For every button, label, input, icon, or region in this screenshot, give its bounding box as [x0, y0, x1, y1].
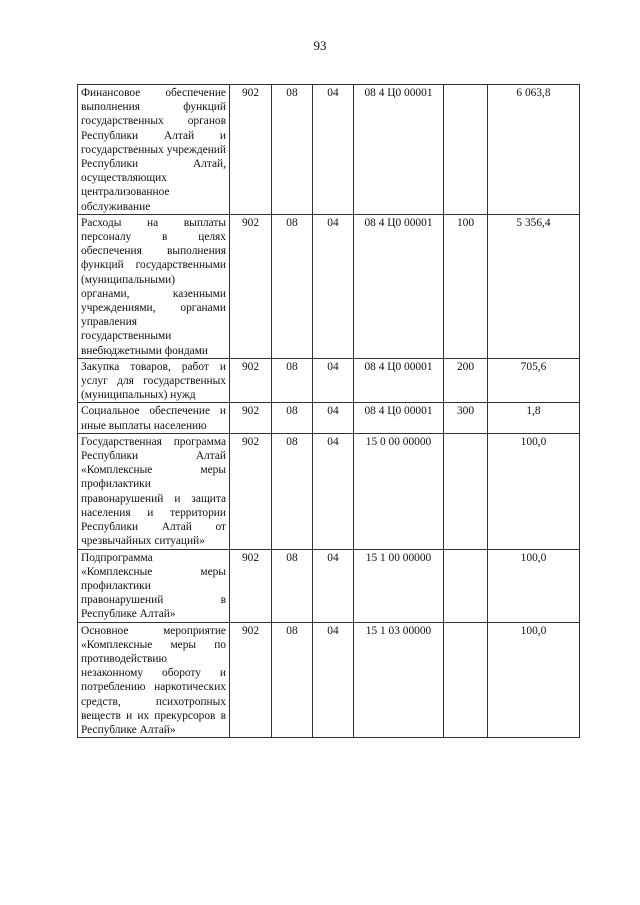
expense-type-code — [444, 85, 488, 215]
target-article-code: 15 1 03 00000 — [354, 622, 444, 738]
table-row — [78, 358, 580, 403]
expense-type-code — [444, 622, 488, 738]
subsection-code: 04 — [313, 403, 354, 433]
section-code: 08 — [272, 549, 313, 622]
grbs-code: 902 — [230, 358, 272, 403]
amount: 5 356,4 — [488, 214, 580, 358]
section-code: 08 — [272, 403, 313, 433]
subsection-code: 04 — [313, 85, 354, 215]
grbs-code: 902 — [230, 622, 272, 738]
section-code: 08 — [272, 214, 313, 358]
amount: 100,0 — [488, 549, 580, 622]
row-name: Финансовое обеспечение выполнения функций государственных органов Республики Алтай и государственных учреждений Республики Алтай, осуществляющих централизованное обслуживание — [78, 85, 230, 215]
row-name: Подпрограмма «Комплексные меры профилактики правонарушений в Республике Алтай» — [78, 549, 230, 622]
table-row — [78, 549, 580, 622]
amount: 100,0 — [488, 433, 580, 549]
expense-type-code: 300 — [444, 403, 488, 433]
table-row — [78, 403, 580, 433]
table-row — [78, 622, 580, 738]
table-row — [78, 433, 580, 549]
target-article-code: 08 4 Ц0 00001 — [354, 85, 444, 215]
target-article-code: 08 4 Ц0 00001 — [354, 358, 444, 403]
section-code: 08 — [272, 433, 313, 549]
grbs-code: 902 — [230, 85, 272, 215]
amount: 6 063,8 — [488, 85, 580, 215]
expense-type-code: 100 — [444, 214, 488, 358]
target-article-code: 08 4 Ц0 00001 — [354, 214, 444, 358]
row-name: Государственная программа Республики Алтай «Комплексные меры профилактики правонарушений и защита населения и территории Республики Алтай от чрезвычайных ситуаций» — [78, 433, 230, 549]
grbs-code: 902 — [230, 403, 272, 433]
expense-type-code — [444, 549, 488, 622]
row-name: Основное мероприятие «Комплексные меры по противодействию незаконному обороту и потреблению наркотических средств, психотропных веществ и их прекурсоров в Республике Алтай» — [78, 622, 230, 738]
grbs-code: 902 — [230, 214, 272, 358]
expense-type-code — [444, 433, 488, 549]
amount: 705,6 — [488, 358, 580, 403]
target-article-code: 08 4 Ц0 00001 — [354, 403, 444, 433]
target-article-code: 15 1 00 00000 — [354, 549, 444, 622]
row-name: Расходы на выплаты персоналу в целях обеспечения выполнения функций государственными (муниципальными) органами, казенными учреждениями, органами управления государственными внебюджетными фондами — [78, 214, 230, 358]
target-article-code: 15 0 00 00000 — [354, 433, 444, 549]
section-code: 08 — [272, 622, 313, 738]
grbs-code: 902 — [230, 549, 272, 622]
grbs-code: 902 — [230, 433, 272, 549]
amount: 100,0 — [488, 622, 580, 738]
subsection-code: 04 — [313, 549, 354, 622]
subsection-code: 04 — [313, 214, 354, 358]
row-name: Закупка товаров, работ и услуг для государственных (муниципальных) нужд — [78, 358, 230, 403]
row-name: Социальное обеспечение и иные выплаты населению — [78, 403, 230, 433]
page-number: 93 — [313, 38, 327, 53]
subsection-code: 04 — [313, 358, 354, 403]
amount: 1,8 — [488, 403, 580, 433]
expense-type-code: 200 — [444, 358, 488, 403]
section-code: 08 — [272, 358, 313, 403]
table-row — [78, 85, 580, 215]
subsection-code: 04 — [313, 622, 354, 738]
table-row — [78, 214, 580, 358]
subsection-code: 04 — [313, 433, 354, 549]
budget-table — [77, 84, 580, 738]
section-code: 08 — [272, 85, 313, 215]
